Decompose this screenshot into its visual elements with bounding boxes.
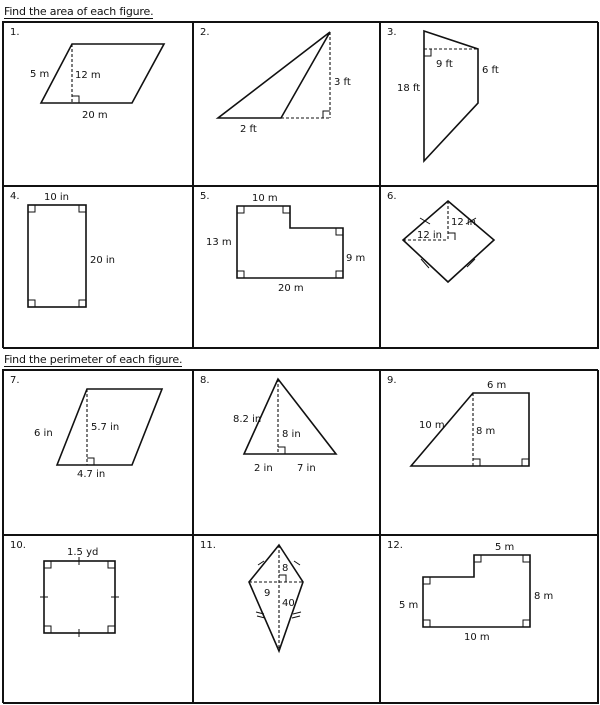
- short-base-label: 6 ft: [482, 65, 499, 76]
- horizontal-label: 12 in: [417, 230, 443, 241]
- height-label: 9 ft: [436, 59, 453, 70]
- problem-10: [3, 535, 193, 704]
- right-angle-mark: [87, 458, 94, 465]
- right-angle-mark: [522, 459, 529, 466]
- problem-number: 1.: [10, 27, 20, 38]
- tick-mark: [292, 616, 300, 618]
- right-label: 9 m: [346, 253, 366, 264]
- problem-3: [380, 22, 599, 186]
- right-angle-mark: [448, 233, 455, 240]
- square-figure: [4, 536, 194, 705]
- right-angle-mark: [336, 228, 343, 235]
- right-angle-mark: [279, 575, 286, 582]
- bottom-label: 20 m: [278, 283, 304, 294]
- height-label: 5.7 in: [91, 422, 120, 433]
- side-label: 10 m: [419, 420, 445, 431]
- problem-5: [193, 186, 380, 349]
- right-angle-mark: [423, 577, 430, 584]
- problem-9: [380, 370, 599, 535]
- problem-number: 11.: [200, 540, 216, 551]
- problem-number: 2.: [200, 27, 210, 38]
- problem-number: 8.: [200, 375, 210, 386]
- right-angle-mark: [44, 626, 51, 633]
- trapezoid-figure: [381, 23, 600, 187]
- right-angle-mark: [424, 49, 431, 56]
- right-base-label: 7 in: [297, 463, 316, 474]
- tick-mark: [293, 612, 301, 614]
- base-label: 20 m: [82, 110, 108, 121]
- side-label: 5 m: [30, 69, 50, 80]
- side-label: 1.5 yd: [67, 547, 99, 558]
- area-grid: [2, 21, 598, 348]
- right-angle-mark: [283, 206, 290, 213]
- problem-number: 3.: [387, 27, 397, 38]
- top-label: 6 m: [487, 380, 507, 391]
- problem-number: 7.: [10, 375, 20, 386]
- top-label: 8: [282, 563, 289, 574]
- area-heading: Find the area of each figure.: [4, 5, 154, 18]
- problem-4: [3, 186, 193, 349]
- top-label: 5 m: [495, 542, 515, 553]
- parallelogram-shape: [41, 44, 164, 103]
- base-label: 4.7 in: [77, 469, 106, 480]
- problem-number: 10.: [10, 540, 26, 551]
- problem-8: [193, 370, 380, 535]
- problem-12: [380, 535, 599, 704]
- triangle-shape: [218, 32, 330, 118]
- right-angle-mark: [108, 561, 115, 568]
- right-angle-mark: [336, 271, 343, 278]
- bottom-label: 10 m: [464, 632, 490, 643]
- trapezoid-figure: [381, 371, 600, 536]
- base-label: 2 ft: [240, 124, 257, 135]
- vertical-label: 12 in: [451, 217, 477, 228]
- obtuse-triangle-figure: [194, 23, 381, 187]
- left-label: 13 m: [206, 237, 232, 248]
- half-width-label: 9: [264, 588, 271, 599]
- parallelogram-figure: [4, 23, 194, 187]
- right-angle-mark: [108, 626, 115, 633]
- problem-6: [380, 186, 599, 349]
- perimeter-heading: Find the perimeter of each figure.: [4, 353, 183, 366]
- parallelogram-figure: [4, 371, 194, 536]
- problem-11: [193, 535, 380, 704]
- trapezoid-shape: [424, 31, 478, 161]
- length-label: 20 in: [90, 255, 116, 266]
- composite-shape: [237, 206, 343, 278]
- right-angle-mark: [323, 111, 330, 118]
- long-base-label: 18 ft: [397, 83, 421, 94]
- problem-number: 4.: [10, 191, 20, 202]
- problem-number: 12.: [387, 540, 403, 551]
- problem-number: 6.: [387, 191, 397, 202]
- height-label: 3 ft: [334, 77, 351, 88]
- left-base-label: 2 in: [254, 463, 273, 474]
- bottom-label: 40: [282, 598, 295, 609]
- kite-figure: [194, 536, 381, 705]
- perimeter-grid: [2, 369, 598, 703]
- right-angle-mark: [237, 271, 244, 278]
- right-angle-mark: [278, 447, 285, 454]
- composite-figure: [194, 187, 381, 350]
- square-shape: [44, 561, 115, 633]
- problem-number: 9.: [387, 375, 397, 386]
- right-angle-mark: [473, 459, 480, 466]
- right-angle-mark: [44, 561, 51, 568]
- side-label: 8.2 in: [233, 414, 262, 425]
- problem-number: 5.: [200, 191, 210, 202]
- top-label: 10 m: [252, 193, 278, 204]
- tick-mark: [294, 561, 300, 565]
- right-label: 8 m: [534, 591, 554, 602]
- right-angle-mark: [237, 206, 244, 213]
- height-label: 12 m: [75, 70, 101, 81]
- triangle-figure: [194, 371, 381, 536]
- composite-shape: [423, 555, 530, 627]
- right-angle-mark: [79, 205, 86, 212]
- composite-figure: [381, 536, 600, 705]
- side-label: 6 in: [34, 428, 53, 439]
- right-angle-mark: [523, 620, 530, 627]
- rectangle-figure: [4, 187, 194, 350]
- rectangle-shape: [28, 205, 86, 307]
- right-angle-mark: [28, 300, 35, 307]
- right-angle-mark: [28, 205, 35, 212]
- height-label: 8 m: [476, 426, 496, 437]
- rhombus-figure: [381, 187, 600, 350]
- problem-1: [3, 22, 193, 186]
- kite-shape: [249, 545, 303, 651]
- right-angle-mark: [423, 620, 430, 627]
- right-angle-mark: [523, 555, 530, 562]
- right-angle-mark: [72, 96, 79, 103]
- left-label: 5 m: [399, 600, 419, 611]
- width-label: 10 in: [44, 192, 70, 203]
- problem-7: [3, 370, 193, 535]
- right-angle-mark: [79, 300, 86, 307]
- right-angle-mark: [474, 555, 481, 562]
- problem-2: [193, 22, 380, 186]
- height-label: 8 in: [282, 429, 301, 440]
